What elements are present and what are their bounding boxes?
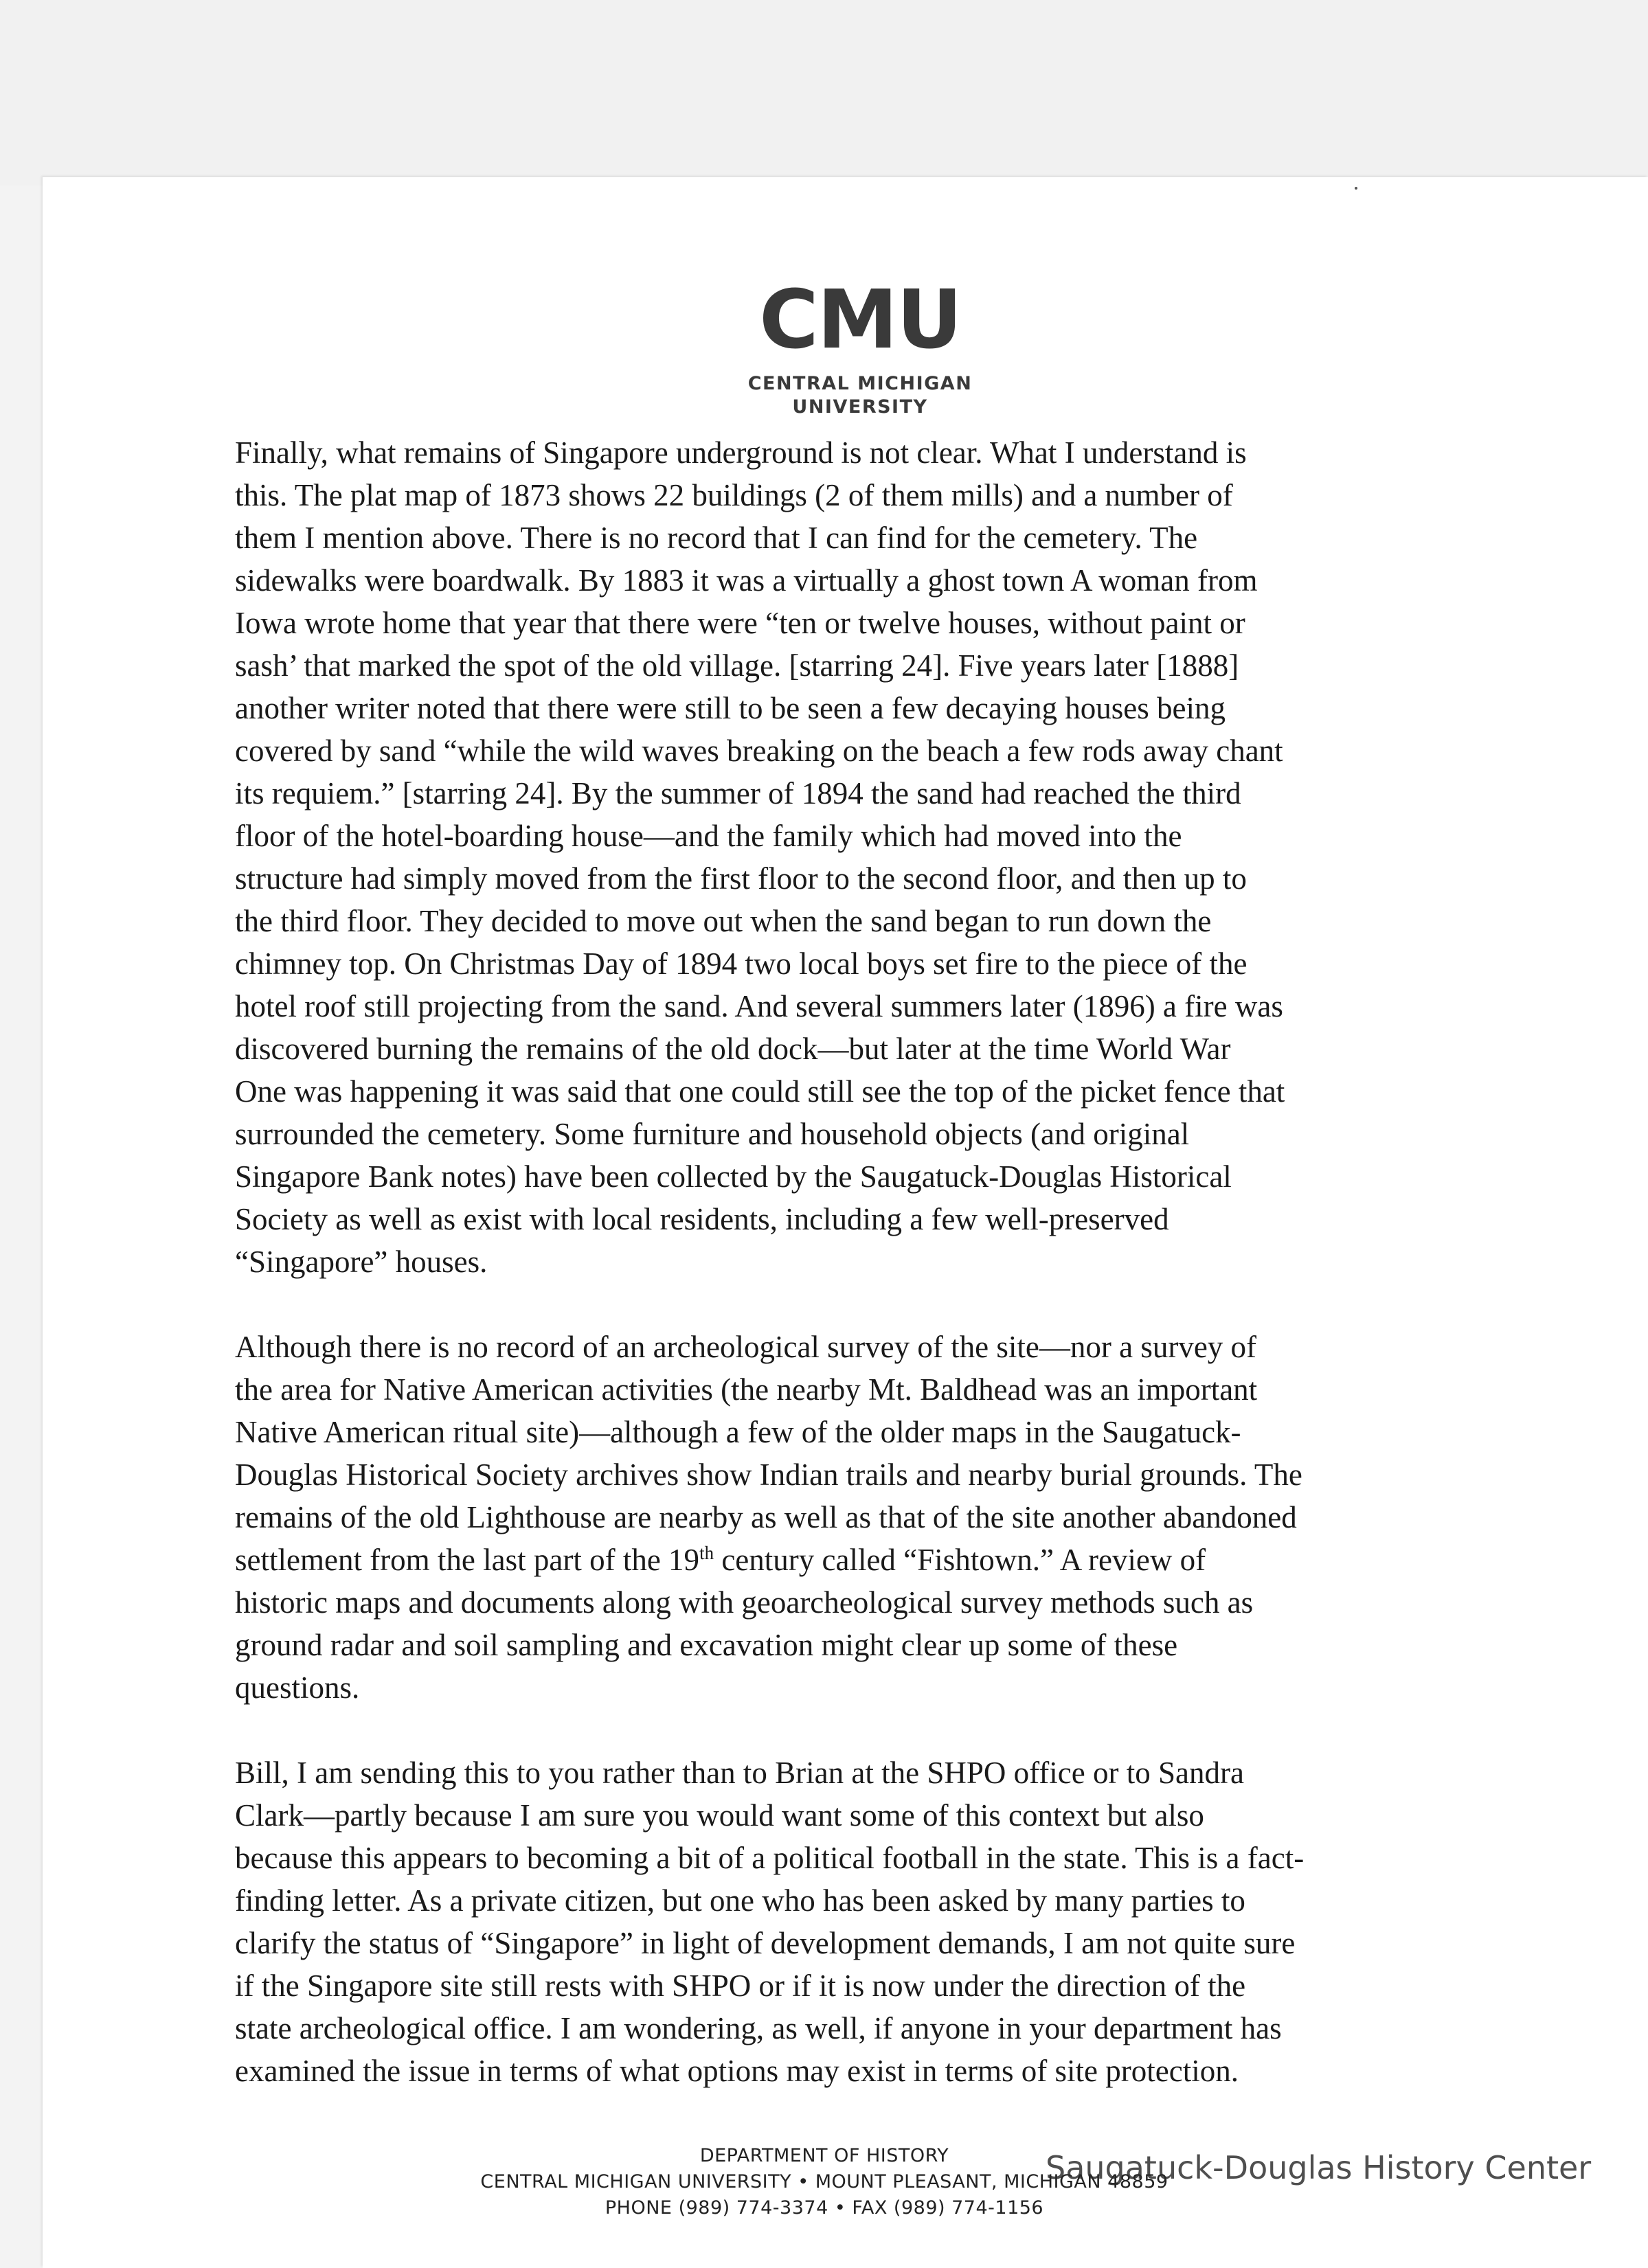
text-line: Although there is no record of an archeological survey of the site—nor a survey of bbox=[235, 1330, 1257, 1364]
text-line: questions. bbox=[235, 1670, 360, 1705]
text-line: historic maps and documents along with geoarcheological survey methods such as bbox=[235, 1585, 1254, 1620]
text-line: sidewalks were boardwalk. By 1883 it was a virtually a ghost town A woman from bbox=[235, 563, 1258, 598]
superscript: th bbox=[699, 1543, 714, 1563]
text-line: structure had simply moved from the first floor to the second floor, and then up to bbox=[235, 861, 1247, 896]
text-line: its requiem.” [starring 24]. By the summer of 1894 the sand had reached the third bbox=[235, 776, 1241, 810]
text-line: them I mention above. There is no record that I can find for the cemetery. The bbox=[235, 521, 1198, 555]
text-line: finding letter. As a private citizen, but one who has been asked by many parties to bbox=[235, 1883, 1245, 1918]
paragraph-3 bbox=[235, 1751, 1513, 2092]
letter-body bbox=[235, 431, 1513, 2092]
text-line: hotel roof still projecting from the sand. And several summers later (1896) a fire was bbox=[235, 989, 1283, 1023]
text-line: state archeological office. I am wondering, as well, if anyone in your department has bbox=[235, 2011, 1282, 2045]
scan-speck bbox=[1355, 187, 1357, 190]
text-line: Native American ritual site)—although a few of the older maps in the Saugatuck- bbox=[235, 1415, 1241, 1449]
text-segment: settlement from the last part of the 19 bbox=[235, 1543, 700, 1577]
text-line: sash’ that marked the spot of the old village. [starring 24]. Five years later [1888] bbox=[235, 648, 1239, 683]
text-line bbox=[235, 1539, 1513, 1581]
logo-name-line2: UNIVERSITY bbox=[792, 396, 928, 418]
text-line: this. The plat map of 1873 shows 22 buildings (2 of them mills) and a number of bbox=[235, 478, 1233, 512]
text-line: surrounded the cemetery. Some furniture and household objects (and original bbox=[235, 1117, 1190, 1151]
text-line: One was happening it was said that one could still see the top of the picket fence that bbox=[235, 1074, 1285, 1109]
footer-phone: PHONE (989) 774-3374 • FAX (989) 774-1156 bbox=[605, 2197, 1044, 2219]
text-line: Bill, I am sending this to you rather than to Brian at the SHPO office or to Sandra bbox=[235, 1756, 1244, 1790]
cmu-logo bbox=[741, 272, 980, 434]
footer-address: CENTRAL MICHIGAN UNIVERSITY • MOUNT PLEASANT, MICHIGAN 48859 bbox=[480, 2171, 1169, 2192]
text-line: clarify the status of “Singapore” in light of development demands, I am not quite sure bbox=[235, 1926, 1296, 1960]
text-line: if the Singapore site still rests with SHPO or if it is now under the direction of the bbox=[235, 1969, 1246, 2003]
text-line: covered by sand “while the wild waves breaking on the beach a few rods away chant bbox=[235, 734, 1283, 768]
text-line: “Singapore” houses. bbox=[235, 1245, 488, 1279]
logo-mark: CMU bbox=[759, 272, 961, 367]
paragraph-spacer bbox=[235, 1709, 1513, 1751]
scanner-background bbox=[0, 0, 1648, 185]
text-line: remains of the old Lighthouse are nearby as well as that of the site another abandoned bbox=[235, 1500, 1297, 1534]
text-line: chimney top. On Christmas Day of 1894 two local boys set fire to the piece of the bbox=[235, 946, 1248, 981]
logo-name-line1: CENTRAL MICHIGAN bbox=[747, 373, 973, 394]
text-line: Singapore Bank notes) have been collected by the Saugatuck-Douglas Historical bbox=[235, 1159, 1232, 1194]
paragraph-2 bbox=[235, 1326, 1513, 1709]
text-line: because this appears to becoming a bit of a political football in the state. This is a fact- bbox=[235, 1841, 1305, 1875]
text-line: Finally, what remains of Singapore underground is not clear. What I understand is bbox=[235, 435, 1247, 470]
paragraph-spacer bbox=[235, 1283, 1513, 1326]
text-line: discovered burning the remains of the old dock—but later at the time World War bbox=[235, 1032, 1231, 1066]
text-line: another writer noted that there were still to be seen a few decaying houses being bbox=[235, 691, 1226, 725]
archive-watermark: Saugatuck-Douglas History Center bbox=[1046, 2149, 1592, 2186]
text-line: the third floor. They decided to move out when the sand began to run down the bbox=[235, 904, 1212, 938]
text-line: ground radar and soil sampling and excavation might clear up some of these bbox=[235, 1628, 1178, 1662]
text-segment: century called “Fishtown.” A review of bbox=[714, 1543, 1206, 1577]
text-line: Douglas Historical Society archives show Indian trails and nearby burial grounds. The bbox=[235, 1458, 1302, 1492]
text-line: the area for Native American activities (the nearby Mt. Baldhead was an important bbox=[235, 1372, 1258, 1407]
footer-department: DEPARTMENT OF HISTORY bbox=[699, 2145, 949, 2166]
text-line: Iowa wrote home that year that there were “ten or twelve houses, without paint or bbox=[235, 606, 1245, 640]
text-line: floor of the hotel-boarding house—and the family which had moved into the bbox=[235, 819, 1182, 853]
text-line: Clark—partly because I am sure you would want some of this context but also bbox=[235, 1798, 1204, 1833]
text-line: Society as well as exist with local residents, including a few well-preserved bbox=[235, 1202, 1169, 1236]
paragraph-1 bbox=[235, 431, 1513, 1283]
text-line: examined the issue in terms of what options may exist in terms of site protection. bbox=[235, 2054, 1239, 2088]
